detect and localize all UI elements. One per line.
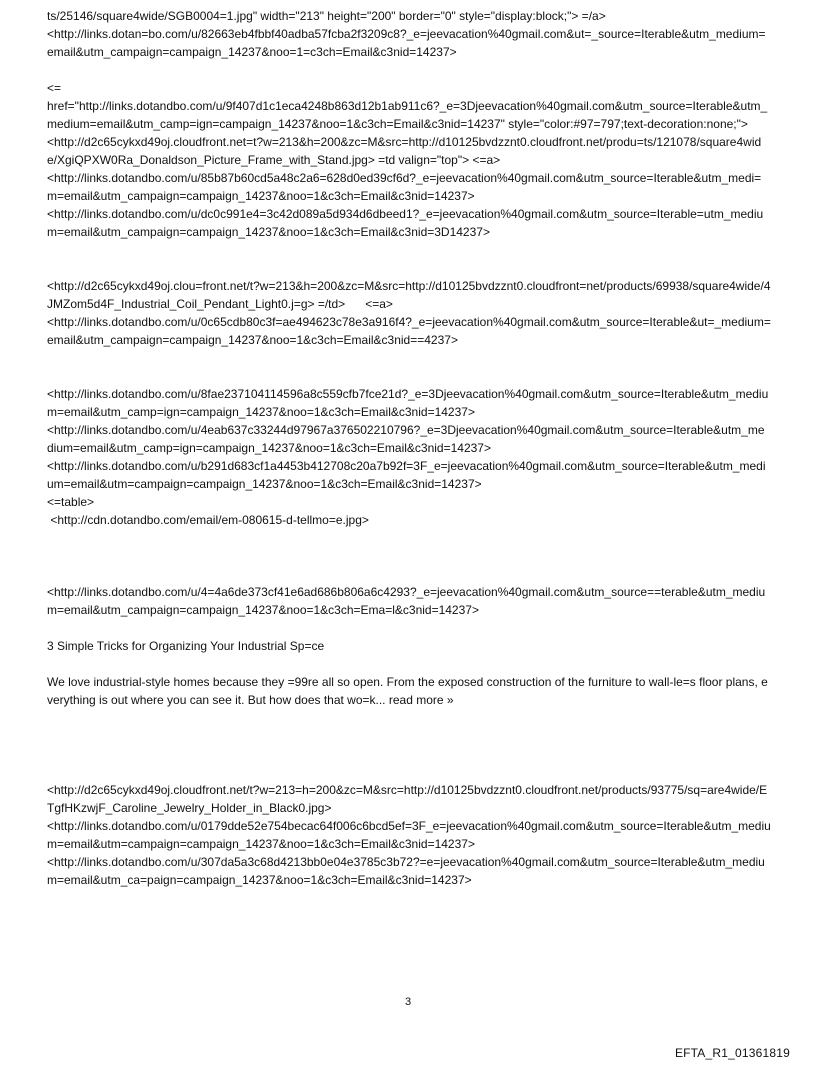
block-4: [47, 583, 771, 619]
link-line: <http://d2c65cykxd49oj.clou=front.net/t?w=213&h=200&zc=M&src=http://d10125bvdzznt0.cloudfront=net/products/69938/square4wide/4JMZom5d4F_Industrial_Coil_Pendant_Light0.j=g> =/td> <=a>: [47, 279, 771, 311]
text-line: <=: [47, 81, 62, 95]
link-line: <http://links.dotandbo.com/u/0179dde52e754becac64f006c6bcd5ef=3F_e=jeevacation%40gmail.com&utm_source=Iterable&utm_medium=email&utm=campaign=campaign_14237&noo=1&c3ch=Email&c3nid=14237>: [47, 819, 771, 851]
block-6: [47, 673, 771, 709]
link-line: <http://d2c65cykxd49oj.cloudfront.net=t?w=213&h=200&zc=M&src=http://d10125bvdzznt0.cloudfront.net/produ=ts/121078/square4wide/XgiQPXW0Ra_Donaldson_Picture_Frame_with_Stand.jpg> =td valign="top"> <=a>: [47, 135, 762, 167]
link-line: <http://links.dotandbo.com/u/b291d683cf1a4453b412708c20a7b92f=3F_e=jeevacation%40gmail.com&utm_source=Iterable&utm_medium=email&utm=campaign=campaign_14237&noo=1&c3ch=Email&c3nid=14237>: [47, 459, 766, 491]
article-summary: We love industrial-style homes because they =99re all so open. From the exposed construction of the furniture to wall-le=s floor plans, everything is out where you can see it. But how does that wo=k... read more »: [47, 675, 768, 707]
link-line: <http://links.dotandbo.com/u/8fae237104114596a8c559cfb7fce21d?_e=3Djeevacation%40gmail.com&utm_source=Iterable&utm_medium=email&utm_camp=ign=campaign_14237&noo=1&c3ch=Email&c3nid=14237>: [47, 387, 769, 419]
text-line: <=table>: [47, 495, 95, 509]
block-2: [47, 277, 771, 349]
block-0: [47, 7, 771, 61]
link-line: <http://links.dotan=bo.com/u/82663eb4fbbf40adba57fcba2f3209c8?_e=jeevacation%40gmail.com&ut=_source=Iterable&utm_medium=email&utm_campaign=campaign_14237&noo=1=c3ch=Email&c3nid=14237>: [47, 27, 766, 59]
link-line: <http://cdn.dotandbo.com/email/em-080615-d-tellmo=e.jpg>: [47, 513, 369, 527]
link-line: <http://links.dotandbo.com/u/4eab637c33244d97967a376502210796?_e=3Djeevacation%40gmail.com&utm_source=Iterable&utm_medium=email&utm_camp=ign=campaign_14237&noo=1&c3ch=Email&c3nid=14237>: [47, 423, 765, 455]
link-line: <http://links.dotandbo.com/u/4=4a6de373cf41e6ad686b806a6c4293?_e=jeevacation%40gmail.com&utm_source==terable&utm_medium=email&utm_campaign=campaign_14237&noo=1&c3ch=Ema=l&c3nid=14237>: [47, 585, 766, 617]
link-line: <http://links.dotandbo.com/u/307da5a3c68d4213bb0e04e3785c3b72?=e=jeevacation%40gmail.com&utm_source=Iterable&utm_medium=email&utm_ca=paign=campaign_14237&noo=1&c3ch=Email&c3nid=14237>: [47, 855, 765, 887]
article-title: 3 Simple Tricks for Organizing Your Industrial Sp=ce: [47, 639, 325, 653]
link-line: <http://links.dotandbo.com/u/dc0c991e4=3c42d089a5d934d6dbeed1?_e=jeevacation%40gmail.com&utm_source=Iterable=utm_medium=email&utm_campaign=campaign_14237&noo=1&c3ch=Email&c3nid=3D14237>: [47, 207, 764, 239]
document-id: EFTA_R1_01361819: [674, 1046, 790, 1060]
link-line: <http://links.dotandbo.com/u/85b87b60cd5a48c2a6=628d0ed39cf6d?_e=jeevacation%40gmail.com&utm_source=Iterable&utm_medi=m=email&utm_campaign=campaign_14237&noo=1&c3ch=Email&c3nid=14237>: [47, 171, 762, 203]
page-number: 3: [404, 996, 412, 1008]
text-line: ts/25146/square4wide/SGB0004=1.jpg" width="213" height="200" border="0" style="display:block;"> =/a>: [47, 9, 606, 23]
link-line: href="http://links.dotandbo.com/u/9f407d1c1eca4248b863d12b1ab911c6?_e=3Djeevacation%40gmail.com&utm_source=Iterable&utm_medium=email&utm_camp=ign=campaign_14237&noo=1&c3ch=Email&c3nid=14237" style="color:#97=797;text-decoration:none;">: [47, 99, 768, 131]
block-7: [47, 781, 771, 889]
email-body: [47, 7, 771, 889]
block-5: [47, 637, 771, 655]
block-3: [47, 385, 771, 529]
link-line: <http://d2c65cykxd49oj.cloudfront.net/t?w=213=h=200&zc=M&src=http://d10125bvdzznt0.cloudfront.net/products/93775/sq=are4wide/ETgfHKzwjF_Caroline_Jewelry_Holder_in_Black0.jpg>: [47, 783, 768, 815]
block-1: [47, 79, 771, 241]
link-line: <http://links.dotandbo.com/u/0c65cdb80c3f=ae494623c78e3a916f4?_e=jeevacation%40gmail.com&utm_source=Iterable&ut=_medium=email&utm_campaign=campaign_14237&noo=1&c3ch=Email&c3nid==4237>: [47, 315, 771, 347]
